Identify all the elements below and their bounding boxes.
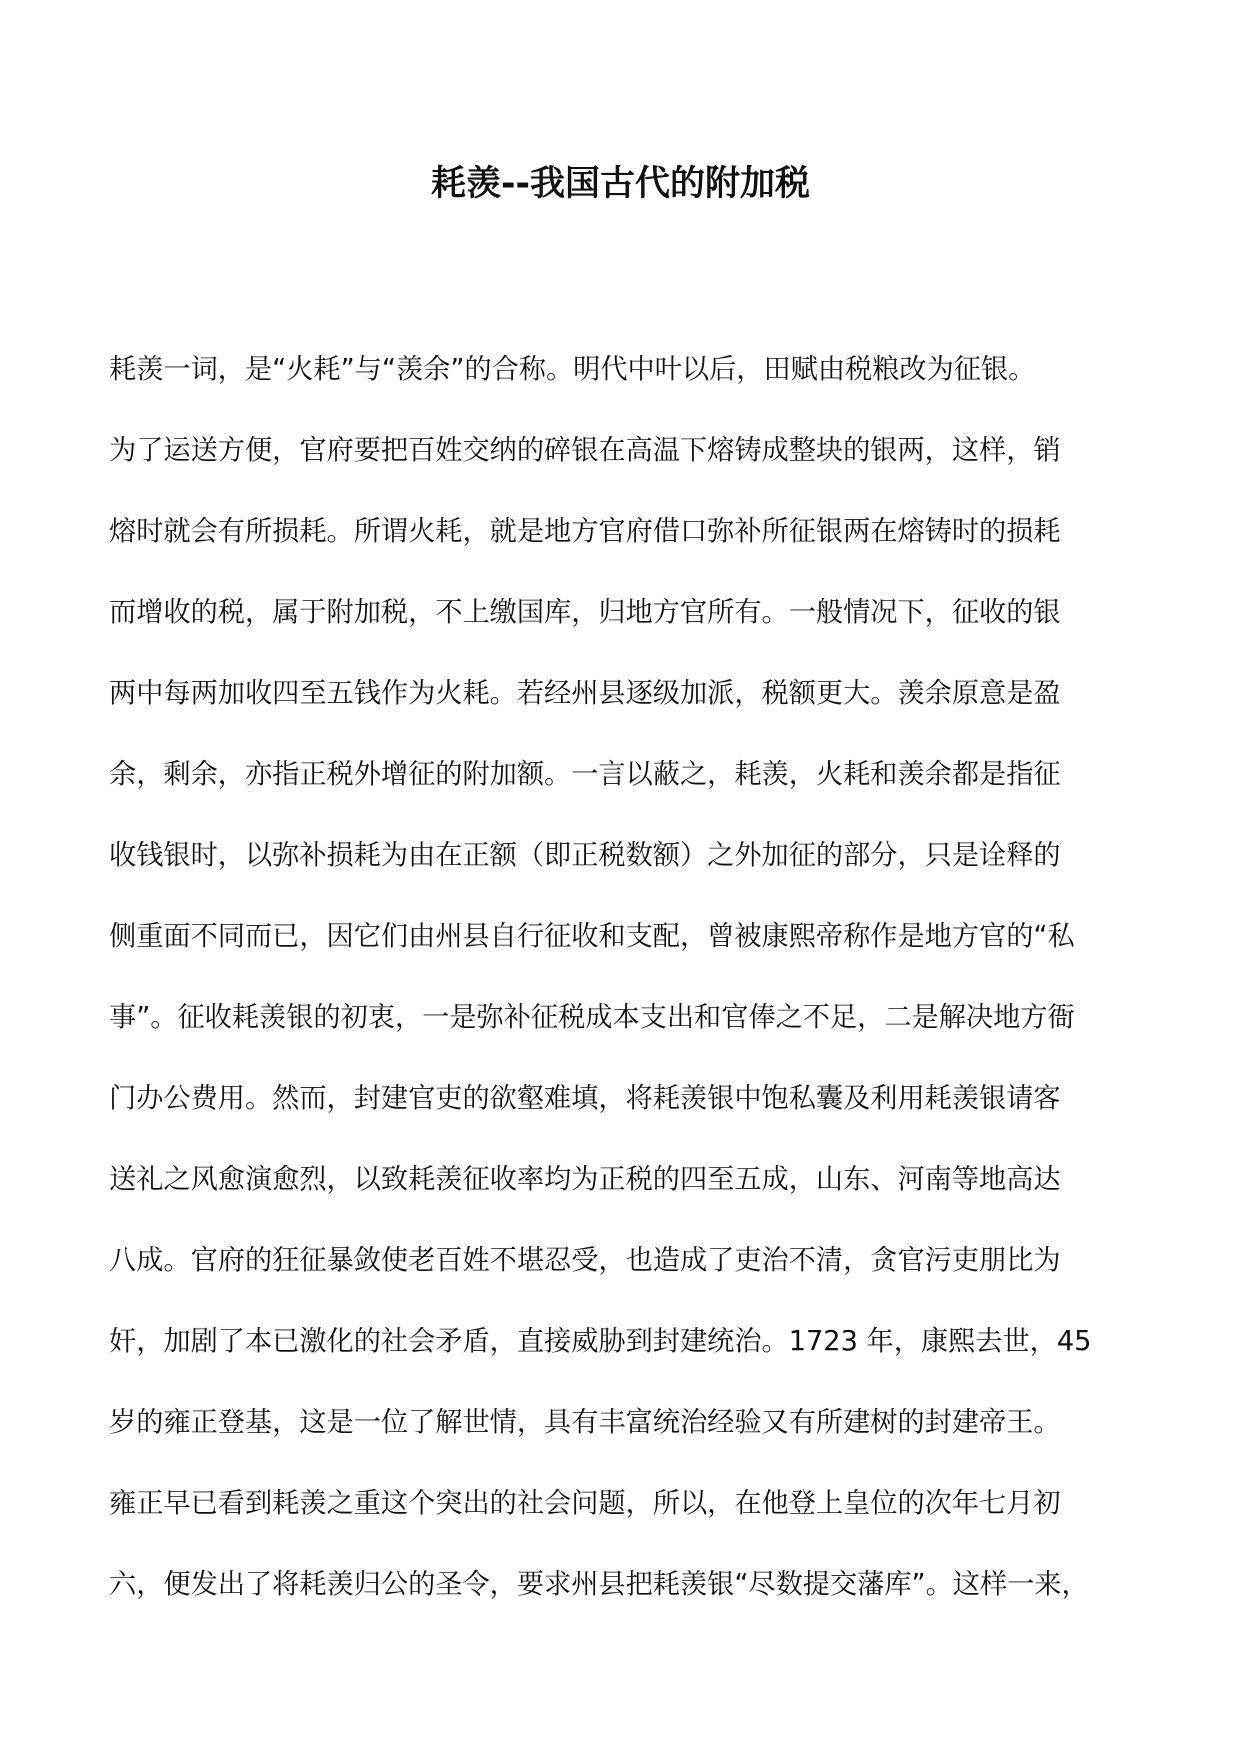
body-line: 雍正早已看到耗羡之重这个突出的社会问题，所以，在他登上皇位的次年七月初 [109, 1488, 1061, 1519]
body-line: 耗羡一词，是“火耗”与“羡余”的合称。明代中叶以后，田赋由税粮改为征银。 [109, 354, 1036, 385]
body-line: 两中每两加收四至五钱作为火耗。若经州县逐级加派，税额更大。羡余原意是盈 [109, 678, 1061, 709]
body-line: 岁的雍正登基，这是一位了解世情，具有丰富统治经验又有所建树的封建帝王。 [109, 1407, 1061, 1438]
body-line: 事”。征收耗羡银的初衷，一是弥补征税成本支出和官俸之不足，二是解决地方衙 [109, 1002, 1075, 1033]
body-line: 熔时就会有所损耗。所谓火耗，就是地方官府借口弥补所征银两在熔铸时的损耗 [109, 516, 1061, 547]
body-line: 而增收的税，属于附加税，不上缴国库，归地方官所有。一般情况下，征收的银 [109, 597, 1061, 628]
body-line: 侧重面不同而已，因它们由州县自行征收和支配，曾被康熙帝称作是地方官的“私 [109, 921, 1075, 952]
body-line: 为了运送方便，官府要把百姓交纳的碎银在高温下熔铸成整块的银两，这样，销 [109, 435, 1061, 466]
body-line: 奸，加剧了本已激化的社会矛盾，直接威胁到封建统治。1723 年，康熙去世，45 [109, 1326, 1092, 1357]
body-line: 门办公费用。然而，封建官吏的欲壑难填，将耗羡银中饱私囊及利用耗羡银请客 [109, 1083, 1061, 1114]
document-body [109, 346, 1139, 1642]
body-line: 六，便发出了将耗羡归公的圣令，要求州县把耗羡银“尽数提交藩库”。这样一来， [109, 1569, 1089, 1600]
document-title: 耗羡--我国古代的附加税 [430, 164, 811, 204]
body-line: 收钱银时，以弥补损耗为由在正额（即正税数额）之外加征的部分，只是诠释的 [109, 840, 1061, 871]
body-line: 余，剩余，亦指正税外增征的附加额。一言以蔽之，耗羡，火耗和羡余都是指征 [109, 759, 1061, 790]
body-line: 八成。官府的狂征暴敛使老百姓不堪忍受，也造成了吏治不清，贪官污吏朋比为 [109, 1245, 1061, 1276]
body-line: 送礼之风愈演愈烈，以致耗羡征收率均为正税的四至五成，山东、河南等地高达 [109, 1164, 1061, 1195]
